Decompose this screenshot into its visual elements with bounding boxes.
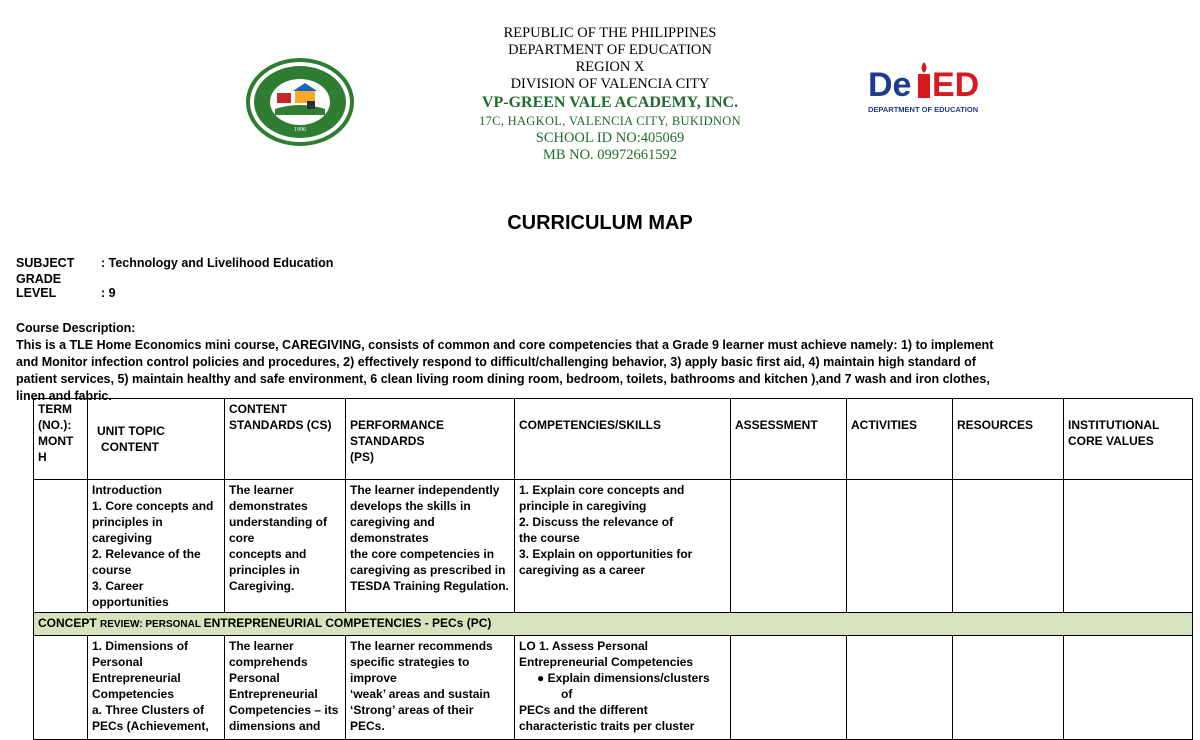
svg-text:De: De xyxy=(868,66,912,104)
letterhead-division: DIVISION OF VALENCIA CITY xyxy=(510,76,710,92)
section-band-row xyxy=(34,613,1193,636)
cell-resources xyxy=(953,480,1064,613)
letterhead-region: REGION X xyxy=(575,59,645,75)
deped-logo-icon xyxy=(866,60,986,120)
header-core-values: INSTITUTIONAL CORE VALUES xyxy=(1064,399,1193,480)
cell-assessment xyxy=(731,480,847,613)
header-assessment: ASSESSMENT xyxy=(731,399,847,480)
document-title: CURRICULUM MAP xyxy=(507,212,693,234)
cell-unit-topic: Introduction 1. Core concepts and principles in caregiving 2. Relevance of the course 3. Career opportunities xyxy=(88,480,225,613)
cell-competencies: LO 1. Assess Personal Entrepreneurial Competencies ● Explain dimensions/clusters of PECs and the different characteristic traits per cluster xyxy=(515,636,731,740)
letterhead xyxy=(400,25,820,164)
school-id: SCHOOL ID NO:405069 xyxy=(535,130,685,146)
table-row xyxy=(34,480,1193,613)
cell-activities xyxy=(847,480,953,613)
course-description xyxy=(16,320,1016,405)
letterhead-department: DEPARTMENT OF EDUCATION xyxy=(508,42,712,58)
bullet-item: ● Explain dimensions/clusters xyxy=(537,671,710,685)
section-band-title: CONCEPT REVIEW: PERSONAL ENTREPRENEURIAL COMPETENCIES - PECs (PC) xyxy=(34,613,1193,636)
cell-activities xyxy=(847,636,953,740)
deped-tagline: DEPARTMENT OF EDUCATION xyxy=(868,105,979,114)
cell-competencies: 1. Explain core concepts and principle in caregiving 2. Discuss the relevance of the course 3. Explain on opportunities for caregiving as a career xyxy=(515,480,731,613)
cell-assessment xyxy=(731,636,847,740)
seal-year: 1996 xyxy=(294,127,306,133)
grade-label: GRADE LEVEL xyxy=(16,272,62,300)
school-address: 17C, HAGKOL, VALENCIA CITY, BUKIDNON xyxy=(479,114,741,128)
curriculum-table xyxy=(33,398,1193,740)
table-header-row xyxy=(34,399,1193,480)
subject-label: SUBJECT xyxy=(16,256,75,270)
cell-content-standard: The learner demonstrates understanding of core concepts and principles in Caregiving. xyxy=(225,480,346,613)
school-name: VP-GREEN VALE ACADEMY, INC. xyxy=(481,94,739,111)
table-row xyxy=(34,636,1193,740)
cell-term xyxy=(34,480,88,613)
cell-core-values xyxy=(1064,636,1193,740)
header-performance-standards: PERFORMANCE STANDARDS (PS) xyxy=(346,399,515,480)
cell-resources xyxy=(953,636,1064,740)
grade-value: : 9 xyxy=(101,286,116,300)
cell-unit-topic: 1. Dimensions of Personal Entrepreneurial Competencies a. Three Clusters of PECs (Achievement, xyxy=(88,636,225,740)
school-seal-icon xyxy=(245,57,355,147)
header-content-standards: CONTENT STANDARDS (CS) xyxy=(225,399,346,480)
subject-value: : Technology and Livelihood Education xyxy=(101,256,334,270)
header-resources: RESOURCES xyxy=(953,399,1064,480)
mb-number: MB NO. 09972661592 xyxy=(542,147,678,163)
cell-performance-standard: The learner independently develops the skills in caregiving and demonstrates the core competencies in caregiving as prescribed in TESDA Training Regulation. xyxy=(346,480,515,613)
cell-content-standard: The learner comprehends Personal Entrepreneurial Competencies – its dimensions and xyxy=(225,636,346,740)
grade-line xyxy=(16,272,116,300)
subject-line xyxy=(16,256,333,270)
cell-performance-standard: The learner recommends specific strategies to improve ‘weak’ areas and sustain ‘Strong’ areas of their PECs. xyxy=(346,636,515,740)
cell-term xyxy=(34,636,88,740)
cell-core-values xyxy=(1064,480,1193,613)
header-activities: ACTIVITIES xyxy=(847,399,953,480)
header-term: TERM (NO.): MONT H xyxy=(34,399,88,480)
description-text: This is a TLE Home Economics mini course, CAREGIVING, consists of common and core competencies that a Grade 9 learner must achieve namely: 1) to implement and Monitor infection control policies and procedures, 2) effectively respond to difficult/challenging behavior, 3) apply basic first aid, 4) maintain high standard of patient services, 5) maintain healthy and safe environment, 6 clean living room dining room, bedroom, toilets, bathrooms and kitchen ),and 7 wash and iron clothes, linen and fabric. xyxy=(16,338,994,403)
svg-text:ED: ED xyxy=(932,66,980,104)
header-competencies: COMPETENCIES/SKILLS xyxy=(515,399,731,480)
letterhead-country: REPUBLIC OF THE PHILIPPINES xyxy=(503,25,717,41)
header-unit-topic: UNIT TOPIC CONTENT xyxy=(88,399,225,480)
description-label: Course Description: xyxy=(16,321,136,335)
